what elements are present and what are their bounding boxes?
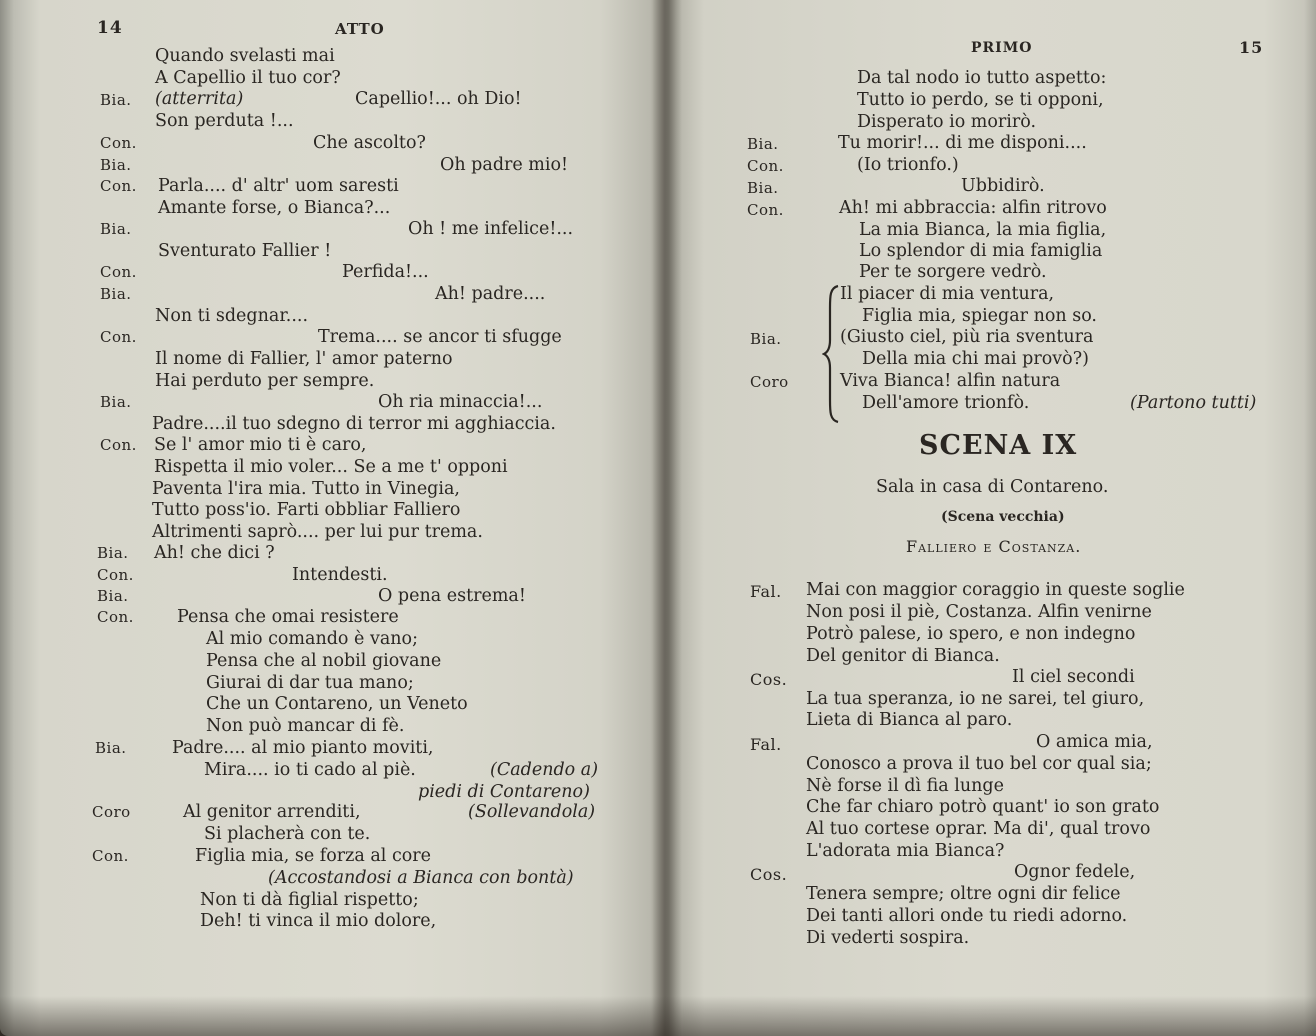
speaker-label: Bia. — [100, 91, 132, 109]
speaker-label: Con. — [97, 566, 134, 584]
speaker-label: Bia. — [100, 220, 132, 238]
verse-line: Al genitor arrenditi, — [183, 802, 361, 822]
verse-line: Mira.... io ti cado al piè. — [204, 760, 416, 780]
verse-line: Rispetta il mio voler... Se a me t' opponi — [154, 457, 508, 477]
verse-line: Da tal nodo io tutto aspetto: — [857, 68, 1107, 88]
verse-line: Dei tanti allori onde tu riedi adorno. — [806, 906, 1128, 926]
scene-title: SCENA IX — [919, 430, 1078, 461]
verse-line: Dell'amore trionfò. — [862, 393, 1030, 413]
speaker-label: Fal. — [750, 582, 782, 601]
verse-line: Che far chiaro potrò quant' io son grato — [806, 797, 1160, 817]
speaker-label: Bia. — [100, 285, 132, 303]
speaker-label: Bia. — [747, 179, 779, 197]
verse-line: Figlia mia, se forza al core — [195, 846, 432, 866]
verse-line: O amica mia, — [1036, 732, 1153, 752]
speaker-label: Bia. — [747, 135, 779, 153]
verse-line: Tutto poss'io. Farti obbliar Falliero — [152, 500, 461, 520]
verse-line: (Io trionfo.) — [857, 155, 959, 175]
verse-line: Trema.... se ancor ti sfugge — [318, 327, 562, 347]
verse-line: Giurai di dar tua mano; — [206, 673, 414, 693]
verse-line: Padre.... al mio pianto moviti, — [172, 738, 434, 758]
stage-direction: (Accostandosi a Bianca con bontà) — [268, 868, 574, 888]
verse-line: Che un Contareno, un Veneto — [206, 694, 468, 714]
speaker-label: Coro — [92, 803, 131, 821]
running-head: PRIMO — [971, 40, 1033, 56]
verse-line: Ah! padre.... — [435, 284, 546, 304]
verse-line: Perfida!... — [342, 262, 429, 282]
verse-line: Lieta di Bianca al paro. — [806, 710, 1013, 730]
verse-line: La mia Bianca, la mia figlia, — [859, 220, 1107, 240]
page-number: 15 — [1239, 38, 1264, 57]
verse-line: Non può mancar di fè. — [206, 716, 405, 736]
verse-line: Al tuo cortese oprar. Ma di', qual trovo — [806, 819, 1151, 839]
verse-line: La tua speranza, io ne sarei, tel giuro, — [806, 689, 1145, 709]
verse-line: Nè forse il dì fia lunge — [806, 776, 1004, 796]
verse-line: Altrimenti saprò.... per lui pur trema. — [152, 522, 483, 542]
verse-line: Figlia mia, spiegar non so. — [862, 306, 1097, 326]
verse-line: Disperato io morirò. — [857, 112, 1037, 132]
speaker-label: Bia. — [97, 544, 129, 562]
verse-line: Deh! ti vinca il mio dolore, — [200, 911, 437, 931]
verse-line: Al mio comando è vano; — [206, 629, 418, 649]
speaker-label: Bia. — [100, 156, 132, 174]
verse-line: Amante forse, o Bianca?... — [158, 198, 391, 218]
speaker-label: Con. — [100, 436, 137, 454]
verse-line: Potrò palese, io spero, e non indegno — [806, 624, 1136, 644]
verse-line: Il ciel secondi — [1012, 667, 1135, 687]
speaker-label: Cos. — [750, 670, 788, 689]
speaker-label: Con. — [92, 847, 129, 865]
speaker-label: Coro — [750, 373, 789, 391]
speaker-label: Con. — [100, 263, 137, 281]
speaker-label: Con. — [747, 157, 784, 175]
verse-line: Quando svelasti mai — [155, 46, 335, 66]
stage-direction: (Partono tutti) — [1130, 393, 1257, 413]
speaker-label: Bia. — [100, 393, 132, 411]
verse-line: Il nome di Fallier, l' amor paterno — [155, 349, 453, 369]
verse-line: Padre....il tuo sdegno di terror mi agghiaccia. — [152, 414, 556, 434]
verse-line: Che ascolto? — [313, 133, 426, 153]
verse-line: Son perduta !... — [155, 111, 294, 131]
verse-line: Oh padre mio! — [440, 155, 569, 175]
verse-line: Della mia chi mai provò?) — [862, 349, 1089, 369]
verse-line: O pena estrema! — [378, 586, 526, 606]
scenery-note: (Scena vecchia) — [941, 509, 1065, 525]
speaker-label: Bia. — [95, 739, 127, 757]
stage-direction: piedi di Contareno) — [418, 782, 590, 802]
verse-line: Il piacer di mia ventura, — [840, 284, 1055, 304]
verse-line: (Giusto ciel, più ria sventura — [840, 327, 1094, 347]
verse-line: Non ti sdegnar.... — [155, 306, 309, 326]
page-shadow — [0, 996, 1316, 1036]
verse-line: Non posi il piè, Costanza. Alfin venirne — [806, 602, 1152, 622]
speaker-label: Bia. — [97, 587, 129, 605]
verse-line: Oh ria minaccia!... — [378, 392, 543, 412]
page-number: 14 — [97, 18, 123, 38]
verse-line: Pensa che omai resistere — [177, 607, 399, 627]
brace-icon — [822, 284, 844, 424]
verse-line: L'adorata mia Bianca? — [806, 841, 1005, 861]
verse-line: Ubbidirò. — [961, 176, 1045, 196]
verse-line: Ah! che dici ? — [154, 543, 275, 563]
speaker-label: Con. — [97, 608, 134, 626]
speaker-label: Con. — [747, 201, 784, 219]
verse-line: Di vederti sospira. — [806, 928, 970, 948]
verse-line: Tenera sempre; oltre ogni dir felice — [806, 884, 1121, 904]
verse-line: Mai con maggior coraggio in queste soglie — [806, 580, 1185, 600]
verse-line: Pensa che al nobil giovane — [206, 651, 442, 671]
speaker-label: Con. — [100, 177, 137, 195]
verse-line: Capellio!... oh Dio! — [355, 89, 522, 109]
verse-line: Non ti dà figlial rispetto; — [200, 890, 419, 910]
speaker-label: Con. — [100, 134, 137, 152]
verse-line: Lo splendor di mia famiglia — [859, 241, 1103, 261]
verse-line: Parla.... d' altr' uom saresti — [158, 176, 399, 196]
verse-line: Tu morir!... di me disponi.... — [838, 133, 1087, 153]
speaker-label: Bia. — [750, 330, 782, 348]
verse-line: Oh ! me infelice!... — [408, 219, 574, 239]
verse-line: Paventa l'ira mia. Tutto in Vinegia, — [152, 479, 460, 499]
verse-line: Del genitor di Bianca. — [806, 646, 1000, 666]
scene-characters: Falliero e Costanza. — [906, 537, 1082, 556]
verse-line: A Capellio il tuo cor? — [155, 68, 341, 88]
verse-line: Viva Bianca! alfin natura — [840, 371, 1061, 391]
right-page — [664, 0, 1316, 1036]
verse-line: Si placherà con te. — [204, 824, 371, 844]
verse-line: Sventurato Fallier ! — [158, 241, 332, 261]
verse-line: Hai perduto per sempre. — [155, 371, 375, 391]
verse-line: Se l' amor mio ti è caro, — [154, 435, 367, 455]
scene-setting: Sala in casa di Contareno. — [876, 477, 1109, 497]
book-gutter — [652, 0, 682, 1036]
verse-line: Ognor fedele, — [1014, 862, 1136, 882]
stage-direction: (Sollevandola) — [468, 802, 596, 822]
verse-line: Per te sorgere vedrò. — [859, 262, 1047, 282]
verse-line: Tutto io perdo, se ti opponi, — [857, 90, 1104, 110]
speaker-label: Fal. — [750, 735, 782, 754]
running-head: ATTO — [335, 20, 385, 38]
speaker-label: Cos. — [750, 865, 788, 884]
speaker-label: Con. — [100, 328, 137, 346]
stage-direction: (atterrita) — [155, 89, 244, 109]
verse-line: Intendesti. — [292, 565, 388, 585]
stage-direction: (Cadendo a) — [490, 760, 599, 780]
verse-line: Conosco a prova il tuo bel cor qual sia; — [806, 754, 1152, 774]
verse-line: Ah! mi abbraccia: alfin ritrovo — [839, 198, 1107, 218]
